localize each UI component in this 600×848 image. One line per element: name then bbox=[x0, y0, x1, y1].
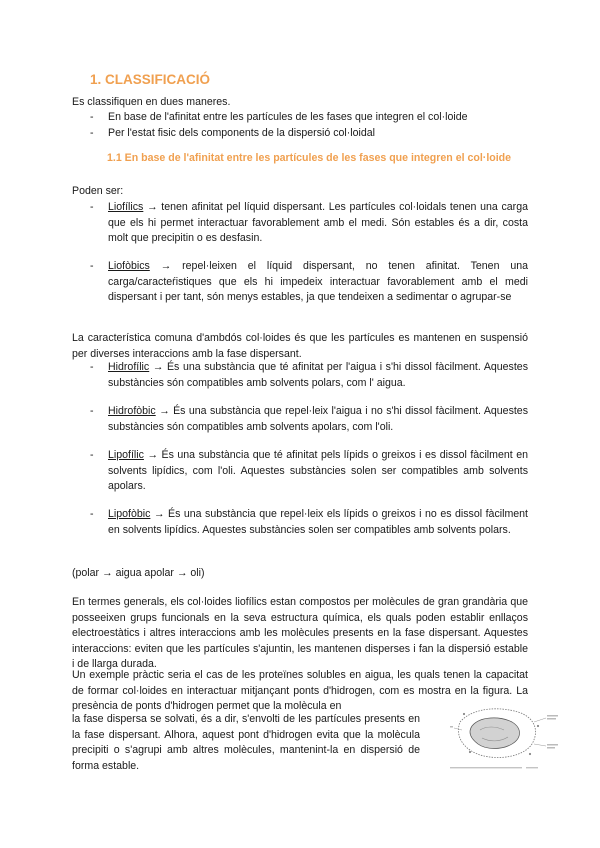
common-text: La característica comuna d'ambdós col·loides és que les partícules es mantenen en suspensió per diverses interaccions amb la fase dispersant. bbox=[72, 332, 528, 360]
term-liofilics: Liofílics bbox=[108, 201, 144, 213]
term-liofobics: Liofòbics bbox=[108, 260, 150, 272]
example-paragraph: Un exemple pràctic seria el cas de les proteïnes solubles en aigua, les quals tenen la capacitat de formar col·loides en interactuar mitjançant ponts d'hidrogen, com es mostra en la figura. La presència de ponts d'hidrogen permet que la molècula en bbox=[72, 669, 528, 712]
general-paragraph: En termes generals, els col·loides liofílics estan compostos per molècules de gran grandària que posseeixen grups funcionals en la seva estructura química, els quals poden establir enllaços electroestàtics i altres interaccions amb les molècules presents en la fase dispersant. Aquestes interaccions: eviten que les partícules s'ajuntin, les mantenen disperses i fan la dispersió estable i de llarga durada. bbox=[72, 596, 528, 670]
term-lipofilic: Lipofílic bbox=[108, 449, 144, 461]
list-item-lipofilic: - Lipofílic → És una substància que té afinitat pels lípids o greixos i es dissol fàcilment en solvents lipídics, com l'oli. Aquestes substàncies solen ser compatibles amb solvents apolars. bbox=[90, 449, 528, 492]
poden-text: Poden ser: bbox=[72, 185, 124, 197]
example-paragraph-cont: la fase dispersa se solvati, és a dir, s'envolti de les partícules presents en la fase dispersant. Alhora, aquest pont d'hidrogen evita que la molècula precipiti o s'agrupi amb altres molècules, mantenint-la en dispersió de forma estable. bbox=[72, 713, 420, 772]
protein-hydration-diagram bbox=[450, 700, 560, 775]
term-hidrofobic: Hidrofòbic bbox=[108, 405, 156, 417]
list-item-liofilics: - Liofílics → tenen afinitat pel líquid dispersant. Les partícules col·loidals tenen una carga que els hi permet interactuar favorablement amb el medi. Són estables és a dir, costa molt que precipitin o es desfasin. bbox=[90, 201, 528, 244]
section-heading: 1. CLASSIFICACIÓ bbox=[90, 72, 211, 87]
list-item: - Per l'estat fisic dels components de la dispersió col·loidal bbox=[90, 127, 375, 139]
list-item-hidrofilic: - Hidrofílic → És una substància que té afinitat per l'aigua i s'hi dissol fàcilment. Aquestes substàncies són compatibles amb solvents polars, com l' aigua. bbox=[90, 361, 528, 389]
polar-note: (polar → aigua apolar → oli) bbox=[72, 567, 205, 579]
intro-text: Es classifiquen en dues maneres. bbox=[72, 96, 231, 108]
term-lipofobic: Lipofòbic bbox=[108, 508, 151, 520]
list-item-liofobics: - Liofòbics → repel·leixen el líquid dispersant, no tenen afinitat. Tenen una carga/caracteŕistiques que els hi impedeix interactuar favorablement amb el medi dispersant i per tant, són menys estables, ja que tendeixen a sedimentar o agrupar-se bbox=[90, 260, 528, 303]
list-item-hidrofobic: - Hidrofòbic → És una substància que repel·leix l'aigua i no s'hi dissol fàcilment. Aquestes substàncies són compatibles amb solvents apolars, com l'oli. bbox=[90, 405, 528, 433]
subsection-heading: 1.1 En base de l'afinitat entre les partícules de les fases que integren el col·loide bbox=[107, 152, 512, 164]
list-item-lipofobic: - Lipofòbic → És una substància que repel·leix els lípids o greixos i no es dissol fàcilment en solvents lipídics. Aquestes substàncies solen ser compatibles amb solvents polars. bbox=[90, 508, 528, 536]
list-item: - En base de l'afinitat entre les partícules de les fases que integren el col·loide bbox=[90, 111, 468, 123]
term-hidrofilic: Hidrofílic bbox=[108, 361, 150, 373]
